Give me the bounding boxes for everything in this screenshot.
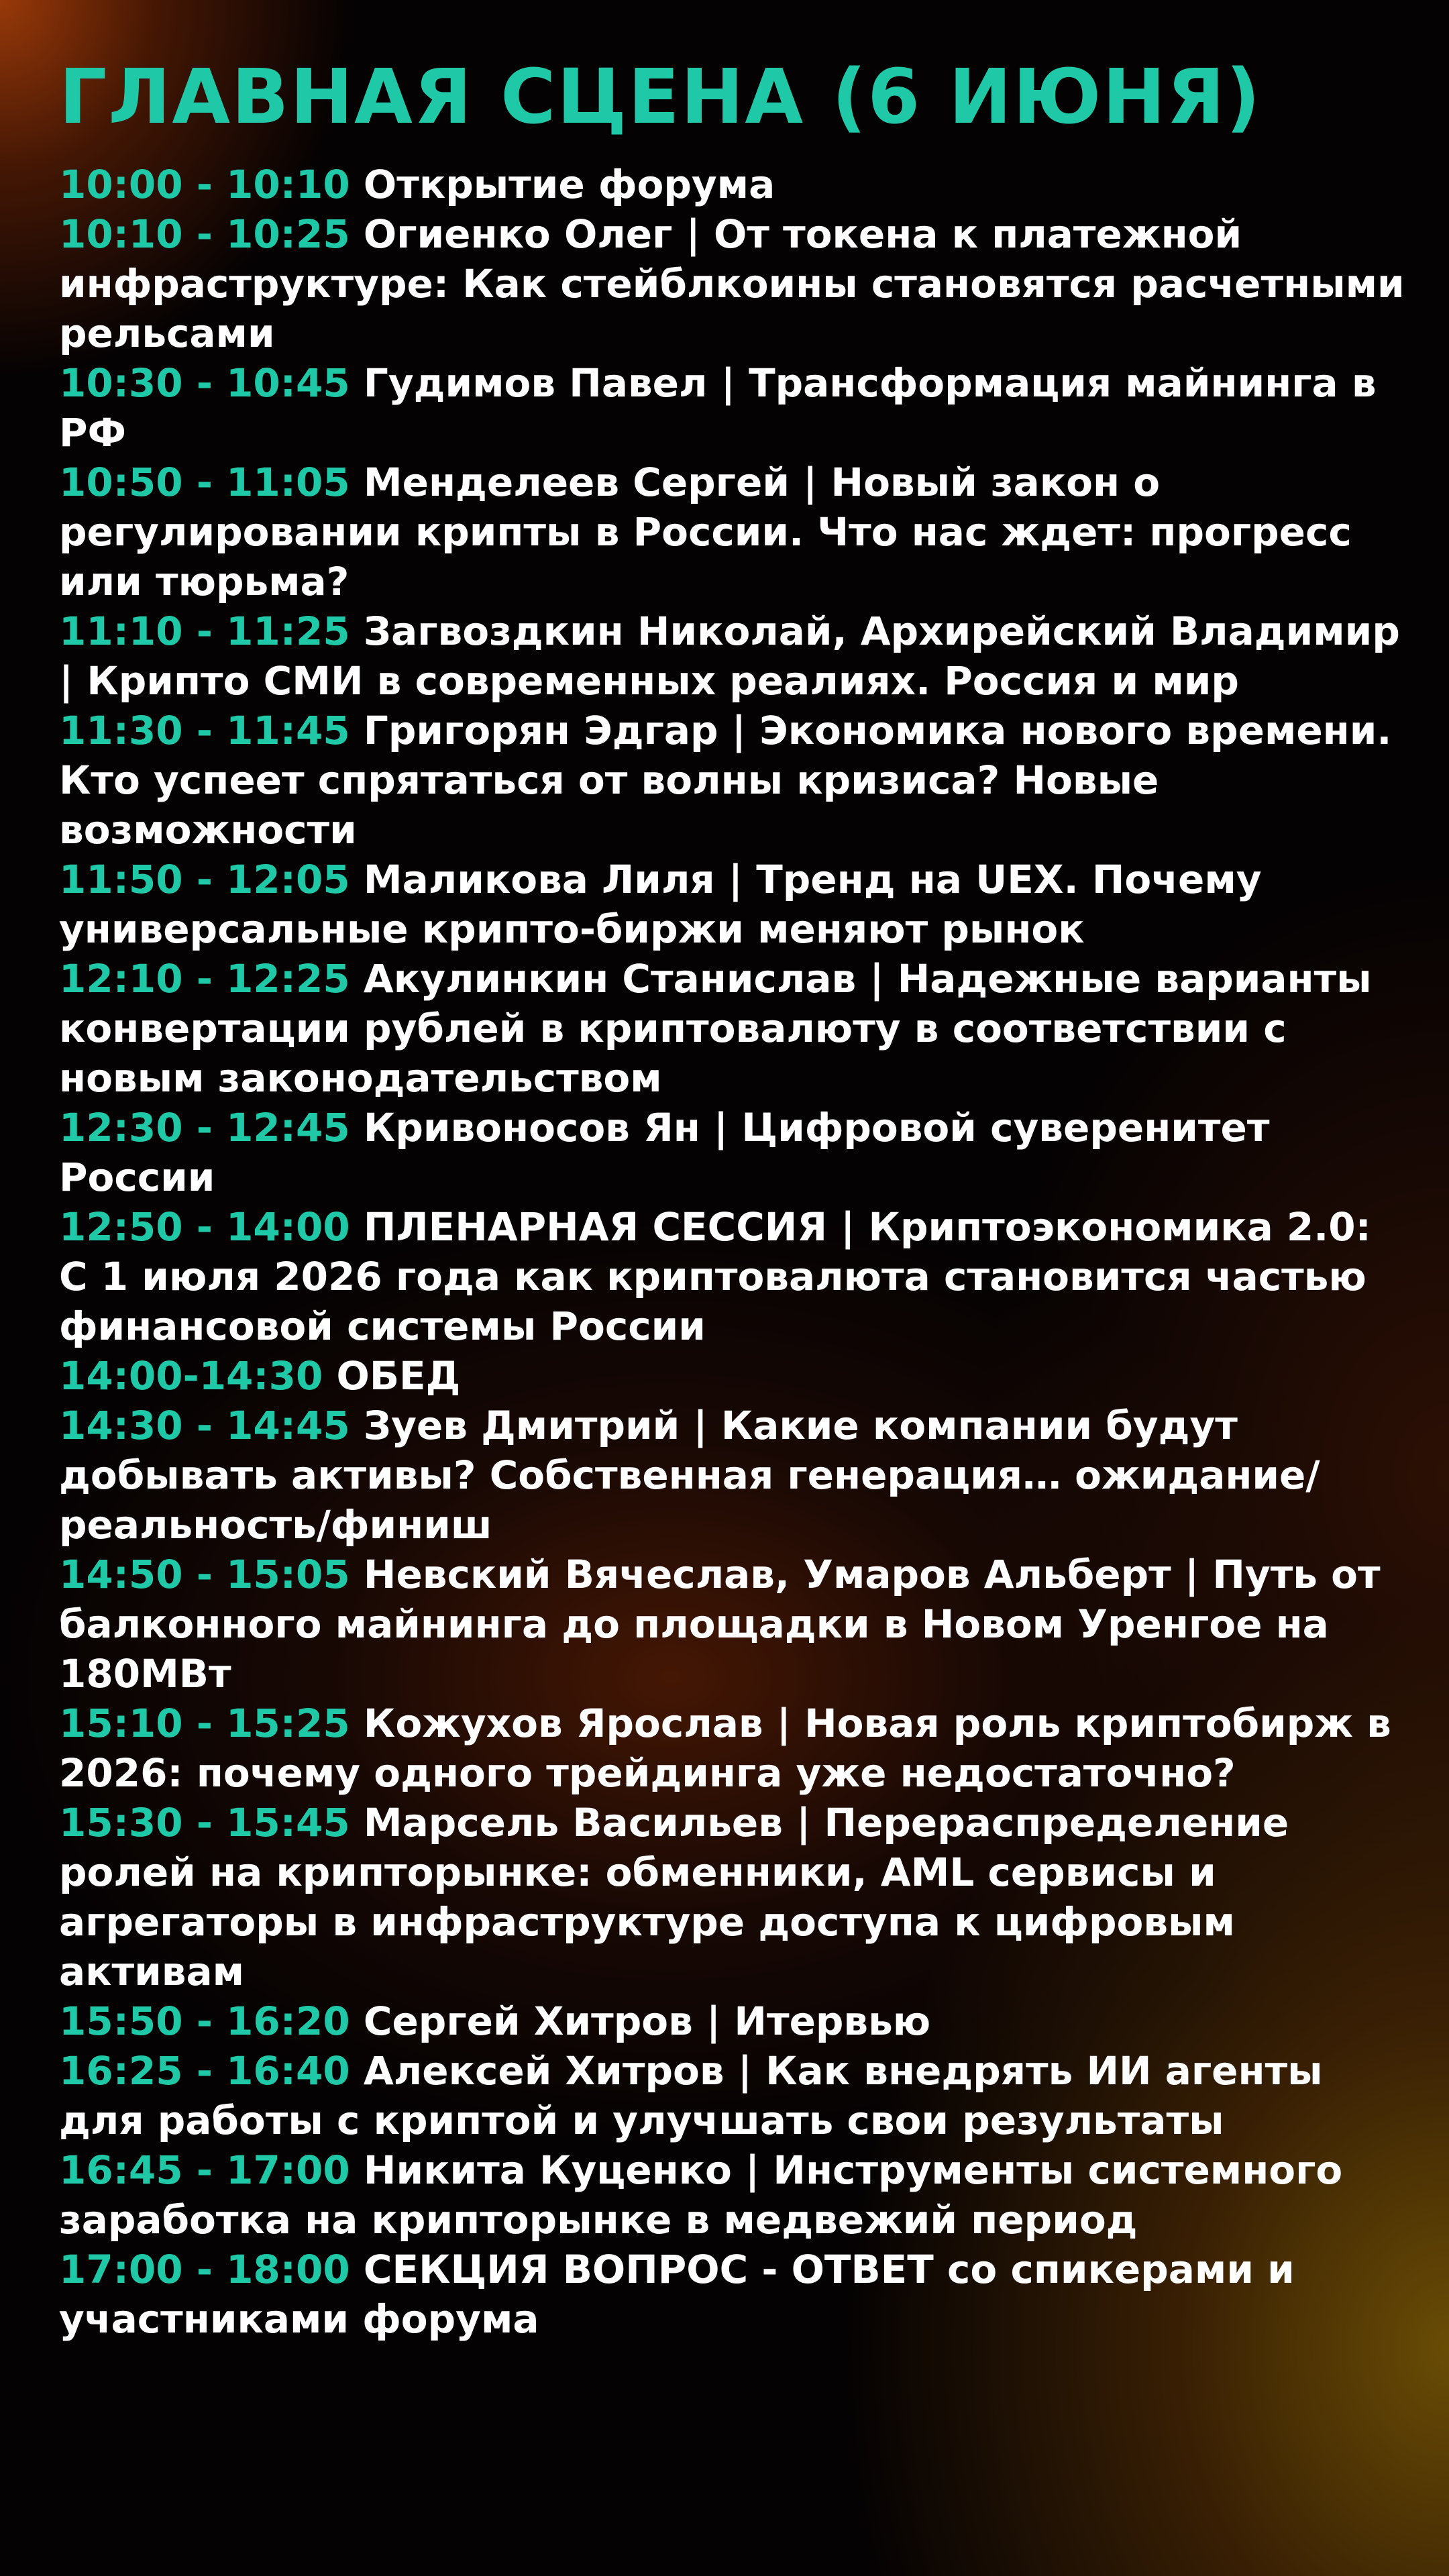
- schedule-entry: [59, 358, 1407, 458]
- schedule-entry: [59, 706, 1407, 855]
- page-title: ГЛАВНАЯ СЦЕНА (6 ИЮНЯ): [59, 54, 1262, 141]
- entry-text: Гудимов Павел | Трансформация майнинга в РФ: [59, 360, 1377, 455]
- schedule-entry: [59, 2245, 1407, 2344]
- entry-text: ПЛЕНАРНАЯ СЕССИЯ | Криптоэкономика 2.0: С 1 июля 2026 года как криптовалюта становится частью финансовой системы России: [59, 1204, 1371, 1349]
- entry-time: 11:30 - 11:45: [59, 708, 350, 753]
- entry-time: 16:45 - 17:00: [59, 2147, 350, 2193]
- entry-time: 15:50 - 16:20: [59, 1998, 350, 2044]
- entry-text: Алексей Хитров | Как внедрять ИИ агенты для работы с криптой и улучшать свои результаты: [59, 2048, 1323, 2143]
- entry-time: 11:10 - 11:25: [59, 608, 350, 654]
- schedule-entry: [59, 2145, 1407, 2245]
- schedule-entry: [59, 1103, 1407, 1202]
- entry-time: 14:50 - 15:05: [59, 1552, 350, 1597]
- entry-text: СЕКЦИЯ ВОПРОС - ОТВЕТ со спикерами и участниками форума: [59, 2247, 1295, 2342]
- schedule-entry: [59, 2046, 1407, 2145]
- entry-text: Григорян Эдгар | Экономика нового времени. Кто успеет спрятаться от волны кризиса? Новые возможности: [59, 708, 1392, 853]
- entry-text: Кожухов Ярослав | Новая роль криптобирж в 2026: почему одного трейдинга уже недостаточно?: [59, 1701, 1391, 1796]
- entry-time: 10:10 - 10:25: [59, 211, 350, 257]
- entry-time: 15:30 - 15:45: [59, 1800, 350, 1845]
- entry-text: Марсель Васильев | Перераспределение ролей на крипторынке: обменники, AML сервисы и агрегаторы в инфраструктуре доступа к цифровым активам: [59, 1800, 1289, 1994]
- entry-time: 14:00-14:30: [59, 1353, 323, 1399]
- schedule-entry: [59, 458, 1407, 606]
- entry-time: 16:25 - 16:40: [59, 2048, 350, 2094]
- entry-time: 10:50 - 11:05: [59, 460, 350, 505]
- entry-time: 10:30 - 10:45: [59, 360, 350, 406]
- schedule-list: [59, 160, 1407, 2344]
- schedule-entry: [59, 1202, 1407, 1351]
- entry-time: 14:30 - 14:45: [59, 1403, 350, 1448]
- schedule-entry: [59, 1798, 1407, 1996]
- schedule-content: [59, 47, 1407, 2344]
- entry-text: Акулинкин Станислав | Надежные варианты конвертации рублей в криптовалюту в соответствии с новым законодательством: [59, 956, 1372, 1101]
- entry-text: Зуев Дмитрий | Какие компании будут добывать активы? Собственная генерация… ожидание/реальность/финиш: [59, 1403, 1320, 1548]
- entry-text: ОБЕД: [336, 1353, 461, 1399]
- schedule-entry: [59, 209, 1407, 358]
- entry-text: Открытие форума: [363, 162, 775, 207]
- schedule-entry: [59, 160, 1407, 209]
- entry-time: 12:10 - 12:25: [59, 956, 350, 1002]
- entry-text: Менделеев Сергей | Новый закон о регулировании крипты в России. Что нас ждет: прогресс или тюрьма?: [59, 460, 1352, 604]
- entry-text: Кривоносов Ян | Цифровой суверенитет России: [59, 1105, 1270, 1200]
- schedule-entry: [59, 855, 1407, 954]
- schedule-entry: [59, 1550, 1407, 1699]
- schedule-entry: [59, 1351, 1407, 1401]
- schedule-entry: [59, 1699, 1407, 1798]
- entry-text: Огиенко Олег | От токена к платежной инфраструктуре: Как стейблкоины становятся расчетными рельсами: [59, 211, 1405, 356]
- entry-time: 10:00 - 10:10: [59, 162, 350, 207]
- schedule-entry: [59, 1401, 1407, 1550]
- entry-time: 15:10 - 15:25: [59, 1701, 350, 1746]
- entry-time: 17:00 - 18:00: [59, 2247, 350, 2292]
- entry-text: Загвоздкин Николай, Архирейский Владимир | Крипто СМИ в современных реалиях. Россия и мир: [59, 608, 1400, 704]
- entry-text: Невский Вячеслав, Умаров Альберт | Путь от балконного майнинга до площадки в Новом Уренгое на 180МВт: [59, 1552, 1381, 1697]
- schedule-entry: [59, 1996, 1407, 2046]
- entry-time: 12:30 - 12:45: [59, 1105, 350, 1150]
- schedule-entry: [59, 606, 1407, 706]
- schedule-entry: [59, 954, 1407, 1103]
- entry-time: 11:50 - 12:05: [59, 857, 350, 902]
- entry-text: Маликова Лиля | Тренд на UEX. Почему универсальные крипто-биржи меняют рынок: [59, 857, 1262, 952]
- entry-text: Сергей Хитров | Итервью: [363, 1998, 931, 2044]
- entry-text: Никита Куценко | Инструменты системного заработка на крипторынке в медвежий период: [59, 2147, 1343, 2243]
- entry-time: 12:50 - 14:00: [59, 1204, 350, 1250]
